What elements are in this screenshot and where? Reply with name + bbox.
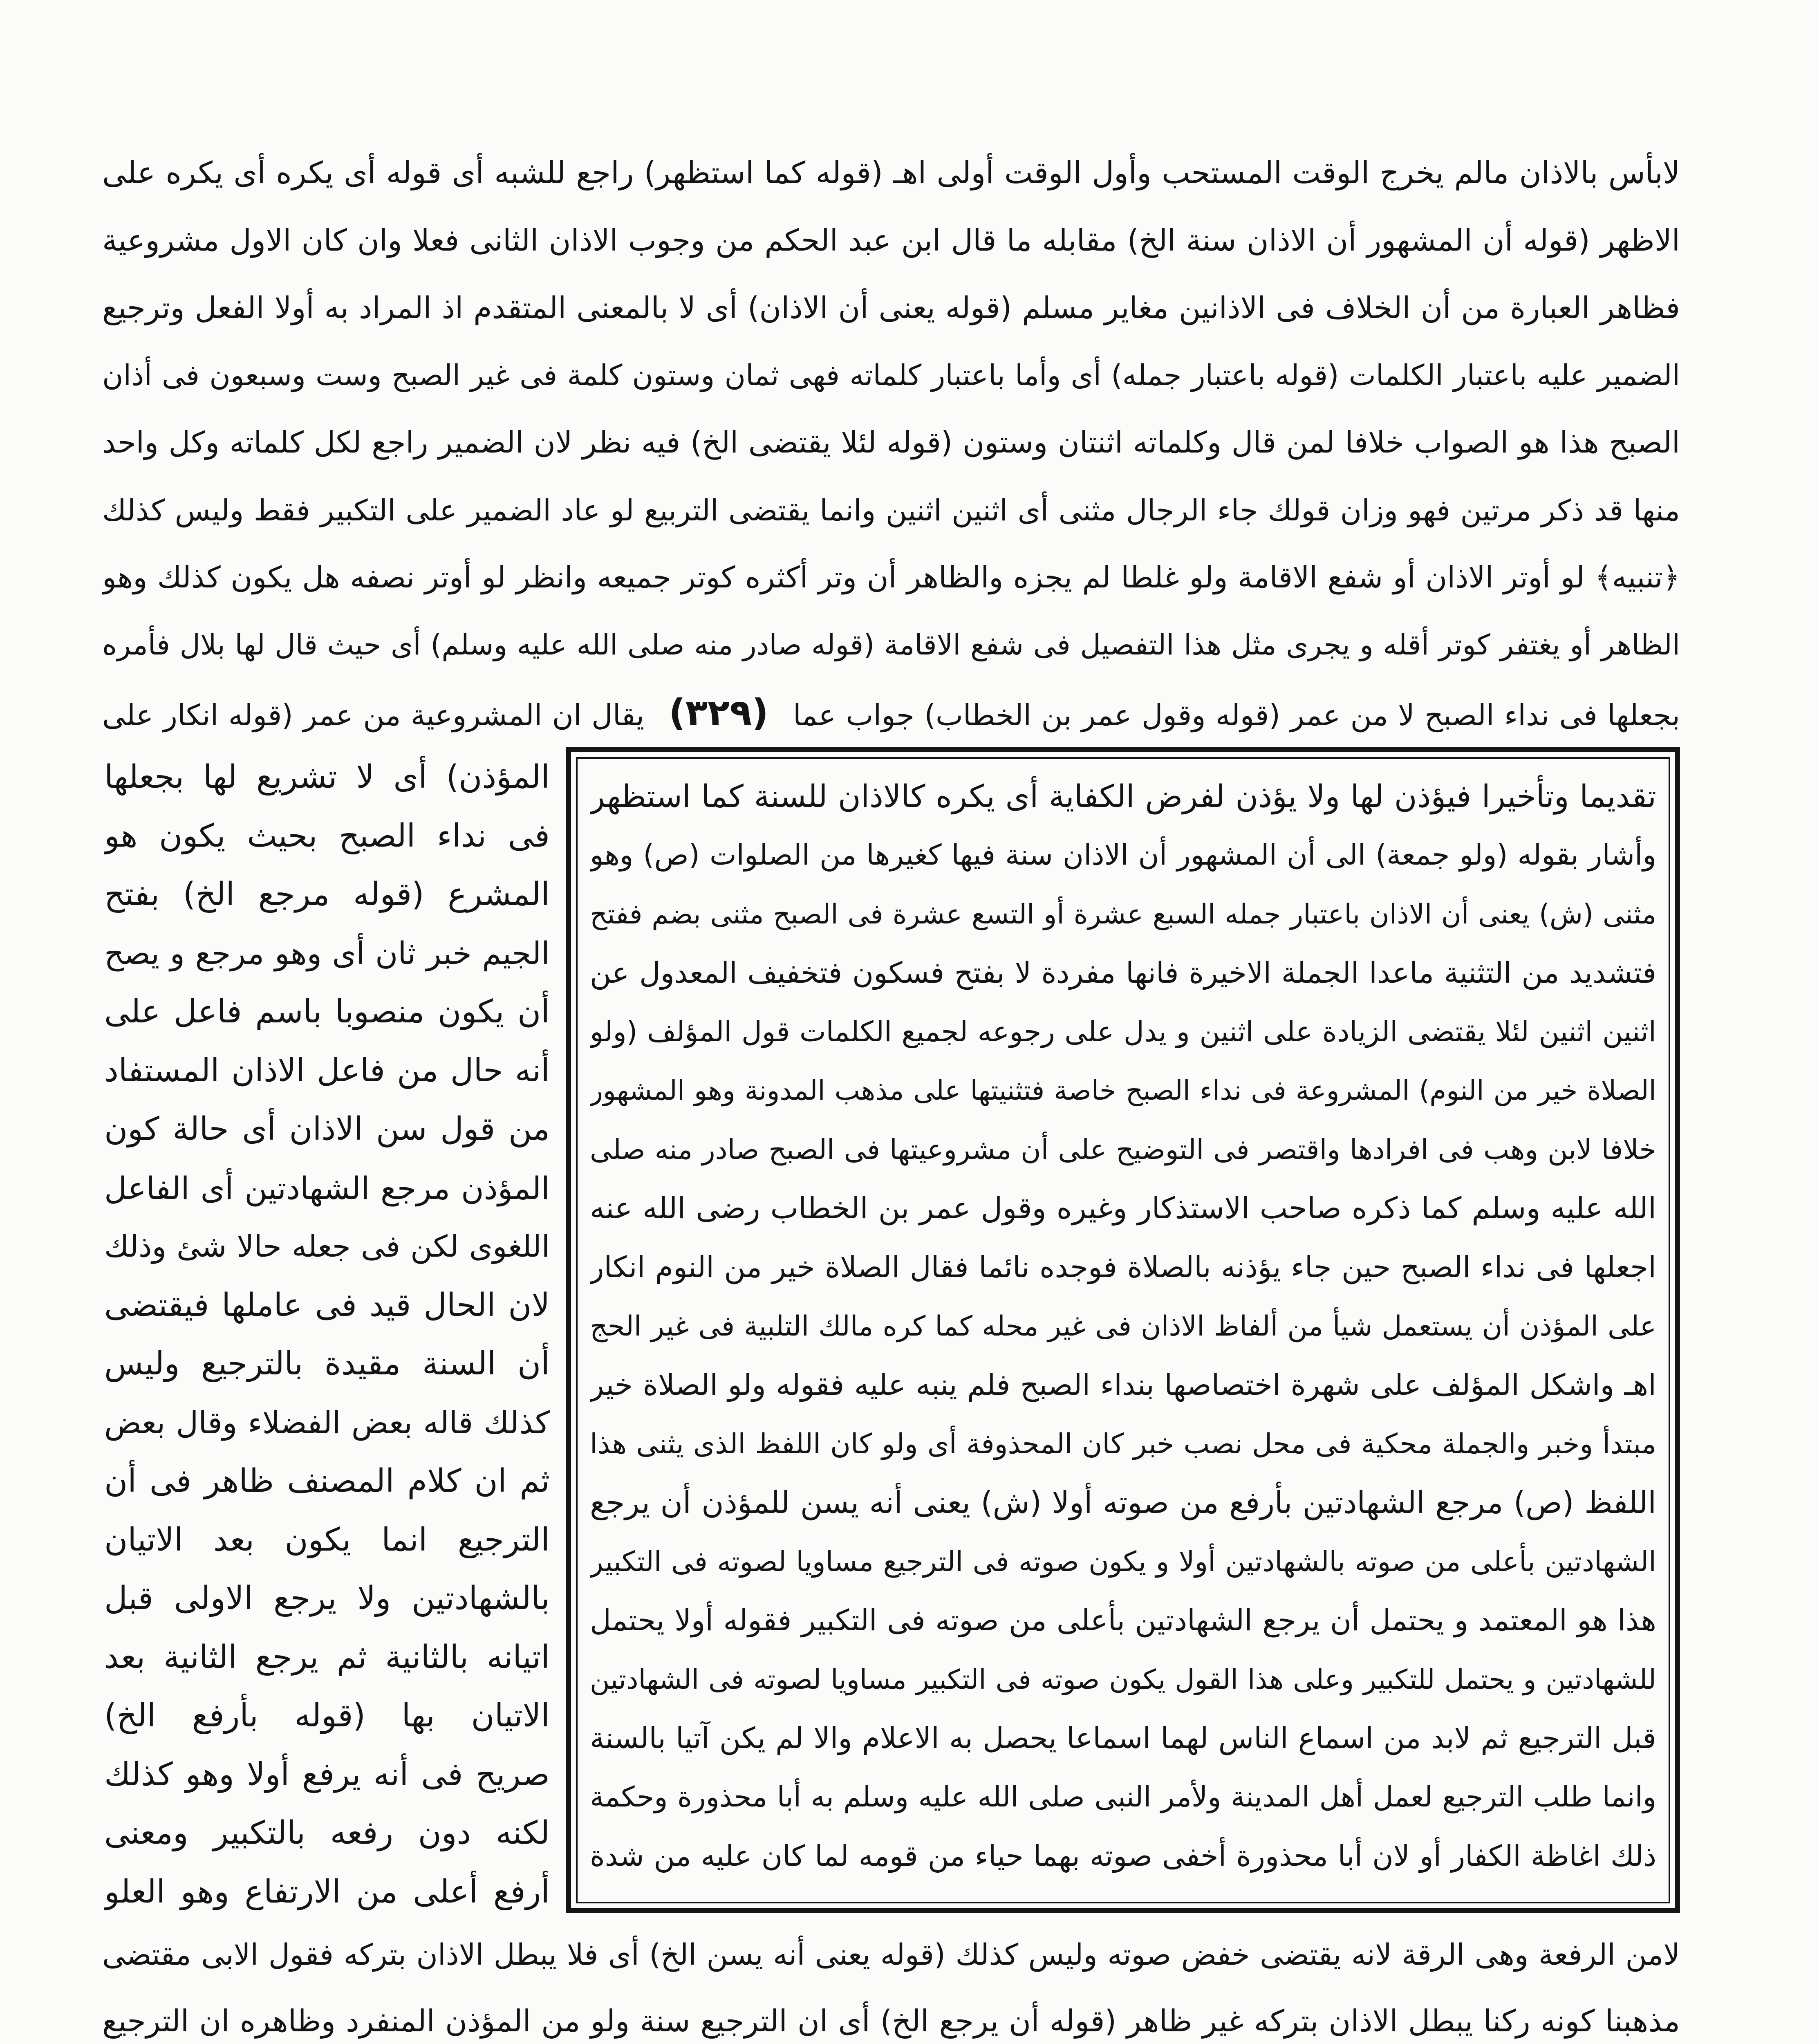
commentary-line: ﴿تنبيه﴾ لو أوتر الاذان أو شفع الاقامة ولو غلطا لم يجزه والظاهر أن وتر أكثره كوتر جميعه وانظر لو أوتر نصفه هل يكون كذلك وهو [102,560,1680,595]
main-text-line: على المؤذن أن يستعمل شيأ من ألفاظ الاذان فى غير محله كما كره مالك التلبية فى غير الحج [590,1310,1656,1342]
main-text-line: وانما طلب الترجيع لعمل أهل المدينة ولأمر النبى صلى الله عليه وسلم به أبا محذورة وحكمة [590,1781,1656,1813]
commentary-line: الاظهر (قوله أن المشهور أن الاذان سنة الخ) مقابله ما قال ابن عبد الحكم من وجوب الاذان الثانى فعلا وان كان الاول مشروعية [102,223,1680,258]
side-commentary-line: أنه حال من فاعل الاذان المستفاد [104,1052,550,1089]
main-text-line: تقديما وتأخيرا فيؤذن لها ولا يؤذن لفرض الكفاية أى يكره كالاذان للسنة كما استظهر [590,778,1656,814]
main-text-line: مبتدأ وخبر والجملة محكية فى محل نصب خبر كان المحذوفة أى ولو كان اللفظ الذى يثنى هذا [590,1428,1656,1460]
commentary-line: لامن الرفعة وهى الرقة لانه يقتضى خفض صوته وليس كذلك (قوله يعنى أنه يسن الخ) أى فلا يبطل الاذان بتركه فقول الابى مقتضى [102,1938,1680,1972]
commentary-line-with-page-number [102,679,1680,746]
top-commentary [102,139,1680,746]
side-commentary-line: صريح فى أنه يرفع أولا وهو كذلك [104,1756,550,1793]
commentary-line: لابأس بالاذان مالم يخرج الوقت المستحب وأول الوقت أولى اهـ (قوله كما استظهر) راجع للشبه أى قوله أى يكره أى يكره على [102,155,1680,191]
main-text-frame [566,747,1680,1913]
commentary-line: الصبح هذا هو الصواب خلافا لمن قال وكلماته اثنتان وستون (قوله لئلا يقتضى الخ) فيه نظر لان الضمير راجع لكل كلماته وكل واحد [102,426,1680,460]
main-text-line: اللفظ (ص) مرجع الشهادتين بأرفع من صوته أولا (ش) يعنى أنه يسن للمؤذن أن يرجع [590,1485,1656,1520]
page-number: (٣٢٩) [669,692,769,734]
main-text-line: خلافا لابن وهب فى افرادها واقتصر فى التوضيح على أن مشروعيتها فى الصبح صادر منه صلى [590,1134,1656,1165]
side-commentary-line: كذلك قاله بعض الفضلاء وقال بعض [104,1404,550,1441]
main-text-line: ذلك اغاظة الكفار أو لان أبا محذورة أخفى صوته بهما حياء من قومه لما كان عليه من شدة [590,1839,1656,1873]
main-text-line: اهـ واشكل المؤلف على شهرة اختصاصها بنداء الصبح فلم ينبه عليه فقوله ولو الصلاة خير [590,1368,1656,1402]
main-text-line: للشهادتين و يحتمل للتكبير وعلى هذا القول يكون صوته فى التكبير مساويا لصوته فى الشهادتين [590,1663,1656,1695]
main-text-line: الشهادتين بأعلى من صوته بالشهادتين أولا و يكون صوته فى الترجيع مساويا لصوته فى التكبير [590,1545,1656,1578]
main-text-line: مثنى (ش) يعنى أن الاذان باعتبار جمله السبع عشرة أو التسع عشرة فى الصبح مثنى بضم ففتح [590,898,1656,930]
side-commentary-line: من قول سن الاذان أى حالة كون [104,1111,550,1148]
side-commentary-line: الاتيان بها (قوله بأرفع الخ) [104,1697,550,1734]
commentary-line: الضمير عليه باعتبار الكلمات (قوله باعتبار جمله) أى وأما باعتبار كلماته فهى ثمان وستون كلمة فى غير الصبح وست وسبعون فى أذان [102,359,1680,392]
main-text-line: اجعلها فى نداء الصبح حين جاء يؤذنه بالصلاة فوجده نائما فقال الصلاة خير من النوم انكار [590,1250,1656,1284]
side-commentary-line: أن يكون منصوبا باسم فاعل على [104,993,550,1030]
commentary-text: يقال ان المشروعية من عمر (قوله انكار على [102,698,645,732]
side-commentary-line: ثم ان كلام المصنف ظاهر فى أن [104,1463,550,1499]
side-commentary-line: الجيم خبر ثان أى وهو مرجع و يصح [104,935,550,971]
commentary-line: مذهبنا كونه ركنا يبطل الاذان بتركه غير ظاهر (قوله أن يرجع الخ) أى ان الترجيع سنة ولو من المؤذن المنفرد وظاهره ان الترجيع [102,2004,1680,2039]
side-commentary-line: أن السنة مقيدة بالترجيع وليس [104,1345,550,1382]
side-commentary-line: المؤذن) أى لا تشريع لها بجعلها [104,759,550,796]
side-commentary-line: اللغوى لكن فى جعله حالا شئ وذلك [104,1229,550,1264]
main-text-line: هذا هو المعتمد و يحتمل أن يرجع الشهادتين بأعلى من صوته فى التكبير فقوله أولا يحتمل [590,1603,1656,1637]
main-text-line: اثنين اثنين لئلا يقتضى الزيادة على اثنين و يدل على رجوعه لجميع الكلمات قول المؤلف (ولو [590,1015,1656,1048]
side-commentary-line: لان الحال قيد فى عاملها فيقتضى [104,1286,550,1324]
commentary-line: فظاهر العبارة من أن الخلاف فى الاذانين مغاير مسلم (قوله يعنى أن الاذان) أى لا بالمعنى المتقدم اذ المراد به أولا الفعل وترجيع [102,291,1680,325]
main-text-line: وأشار بقوله (ولو جمعة) الى أن المشهور أن الاذان سنة فيها كغيرها من الصلوات (ص) وهو [590,838,1656,872]
commentary-line: منها قد ذكر مرتين فهو وزان قولك جاء الرجال مثنى أى اثنين اثنين وانما يقتضى التربيع لو عاد الضمير على التكبير فقط وليس كذلك [102,493,1680,527]
main-text-line: الصلاة خير من النوم) المشروعة فى نداء الصبح خاصة فتثنيتها على مذهب المدونة وهو المشهور [590,1075,1656,1106]
side-commentary-line: المؤذن مرجع الشهادتين أى الفاعل [104,1170,550,1206]
main-text-line: فتشديد من التثنية ماعدا الجملة الاخيرة فانها مفردة لا بفتح فسكون فتخفيف المعدول عن [590,956,1656,990]
side-commentary-line: اتيانه بالثانية ثم يرجع الثانية بعد [104,1638,550,1676]
side-commentary [104,748,550,1921]
main-text-line: الله عليه وسلم كما ذكره صاحب الاستذكار وغيره وقول عمر بن الخطاب رضى الله عنه [590,1191,1656,1226]
bottom-commentary [102,1921,1680,2044]
commentary-text: بجعلها فى نداء الصبح لا من عمر (قوله وقول عمر بن الخطاب) جواب عما [793,698,1680,732]
main-text [576,757,1670,1903]
main-text-line: قبل الترجيع ثم لابد من اسماع الناس لهما اسماعا يحصل به الاعلام والا لم يكن آتيا بالسنة [590,1721,1656,1755]
side-commentary-line: لكنه دون رفعه بالتكبير ومعنى [104,1815,550,1851]
side-commentary-line: الترجيع انما يكون بعد الاتيان [104,1521,550,1558]
commentary-line: الظاهر أو يغتفر كوتر أقله و يجرى مثل هذا التفصيل فى شفع الاقامة (قوله صادر منه صلى الله عليه وسلم) أى حيث قال لها بلال فأمره [102,629,1680,661]
side-commentary-line: المشرع (قوله مرجع الخ) بفتح [104,876,550,913]
side-commentary-line: فى نداء الصبح بحيث يكون هو [104,817,550,854]
side-commentary-line: بالشهادتين ولا يرجع الاولى قبل [104,1580,550,1617]
side-commentary-line: أرفع أعلى من الارتفاع وهو العلو [104,1873,550,1910]
